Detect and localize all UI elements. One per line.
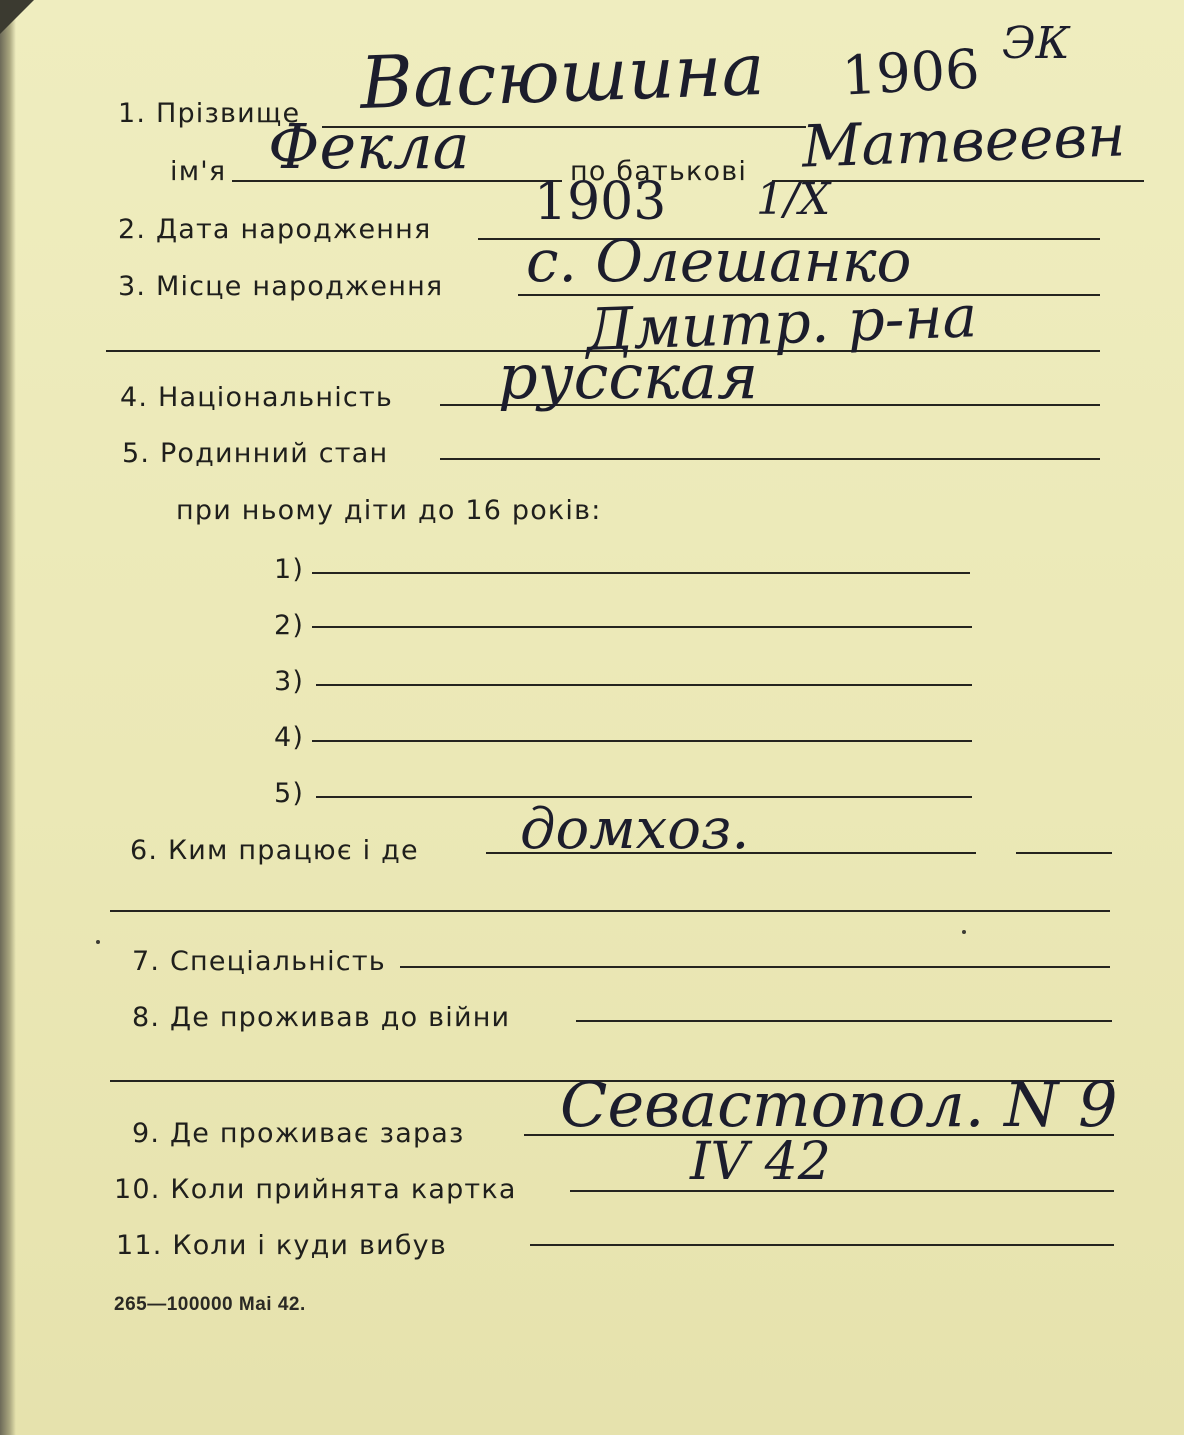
child-5-label: 5) — [274, 778, 305, 809]
family-status-line — [440, 458, 1100, 460]
card-accepted-value: IV 42 — [690, 1132, 831, 1192]
work-value: домхоз. — [520, 797, 750, 862]
work-label: 6. Ким працює і де — [130, 835, 419, 866]
children-label: при ньому діти до 16 років: — [176, 495, 602, 526]
child-1-line — [312, 572, 970, 574]
prewar-residence-line — [576, 1020, 1112, 1022]
current-residence-value: Севастопол. N 9 — [560, 1068, 1118, 1141]
corner-note: ЭК — [1002, 18, 1070, 69]
child-1-label: 1) — [274, 554, 305, 585]
card-accepted-line — [570, 1190, 1114, 1192]
surname-label: 1. Прізвище — [118, 98, 301, 129]
card-accepted-label: 10. Коли прийнята картка — [114, 1174, 517, 1205]
child-3-line — [316, 684, 972, 686]
first-name-value: Фекла — [268, 110, 470, 183]
ink-speck — [96, 940, 100, 944]
work-line-end — [1016, 852, 1112, 854]
patronymic-label: по батькові — [570, 156, 748, 187]
nationality-value: русская — [498, 340, 759, 413]
card-left-edge — [0, 0, 16, 1435]
child-3-label: 3) — [274, 666, 305, 697]
nationality-label: 4. Національність — [120, 382, 393, 413]
birth-place-value-2: Дмитр. р-на — [584, 282, 979, 364]
birth-date-label: 2. Дата народження — [118, 214, 432, 245]
specialty-line — [400, 966, 1110, 968]
birth-place-value-1: с. Олешанко — [526, 227, 912, 295]
child-2-line — [312, 626, 972, 628]
departure-line — [530, 1244, 1114, 1246]
child-4-label: 4) — [274, 722, 305, 753]
print-code: 265—100000 Mai 42. — [114, 1294, 306, 1315]
work-line-2 — [110, 910, 1110, 912]
prewar-residence-label: 8. Де проживав до війни — [132, 1002, 511, 1033]
specialty-label: 7. Спеціальність — [132, 946, 386, 977]
current-residence-label: 9. Де проживає зараз — [132, 1118, 465, 1149]
ink-speck — [962, 930, 966, 934]
departure-label: 11. Коли і куди вибув — [116, 1230, 447, 1261]
child-2-label: 2) — [274, 610, 305, 641]
patronymic-value: Матвеевн — [800, 101, 1127, 181]
first-name-label: ім'я — [170, 156, 227, 187]
birth-date-value: 1903 — [534, 172, 667, 232]
child-4-line — [312, 740, 972, 742]
card-corner-fold — [0, 0, 34, 34]
birth-date-fraction: 1/X — [756, 174, 831, 225]
family-status-label: 5. Родинний стан — [122, 438, 389, 469]
surname-value: Васюшина — [358, 26, 766, 126]
birth-place-label: 3. Місце народження — [118, 271, 444, 302]
year-note: 1906 — [840, 37, 981, 108]
